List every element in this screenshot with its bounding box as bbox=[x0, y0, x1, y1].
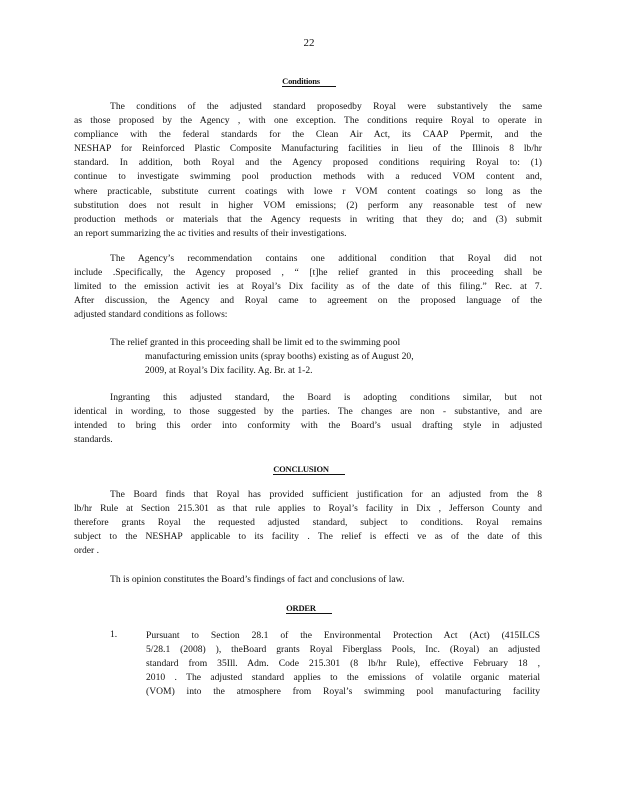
text-line: NESHAP for Reinforced Plastic Composite Manufacturing facilities in lieu of the Illinois 8 lb/hr bbox=[74, 143, 542, 155]
text-line: subject to the NESHAP applicable to its facility . The relief is effecti ve as of the date of this bbox=[74, 531, 542, 543]
block-quote bbox=[110, 336, 530, 378]
conclusion-heading: CONCLUSION bbox=[0, 464, 618, 475]
page-number: 22 bbox=[303, 37, 315, 49]
text-line: include .Specifically, the Agency proposed , “ [t]he relief granted in this proceeding shall be bbox=[74, 267, 542, 279]
text-line: Pursuant to Section 28.1 of the Environmental Protection Act (Act) (415ILCS bbox=[146, 630, 540, 641]
text-line: After discussion, the Agency and Royal came to agreement on the proposed language of the bbox=[74, 295, 542, 307]
text-line: lb/hr Rule at Section 215.301 as that rule applies to Royal’s facility in Dix , Jefferson County and bbox=[74, 503, 542, 515]
text-line: The Board finds that Royal has provided sufficient justification for an adjusted from the 8 bbox=[110, 489, 542, 500]
text-line: compliance with the federal standards for the Clean Air Act, its CAAP Ppermit, and the bbox=[74, 129, 542, 141]
text-line: standard from 35Ill. Adm. Code 215.301 (8 lb/hr Rule), effective February 18 , bbox=[146, 658, 540, 670]
text-line: where practicable, substitute current coatings with lowe r VOM content coatings so long as the bbox=[74, 185, 542, 197]
order-item-text bbox=[146, 629, 540, 699]
text-line: intended to bring this order into conformity with the Board’s usual drafting style in adjusted bbox=[74, 420, 542, 432]
text-line: order . bbox=[74, 545, 100, 557]
conditions-paragraph bbox=[74, 100, 542, 241]
text-line: Ingranting this adjusted standard, the Board is adopting conditions similar, but not bbox=[110, 392, 542, 403]
agency-recommendation-paragraph bbox=[74, 252, 542, 322]
opinion-paragraph bbox=[74, 573, 542, 587]
text-line: Th is opinion constitutes the Board’s findings of fact and conclusions of law. bbox=[110, 574, 405, 585]
text-line: production methods or materials that the Agency requests in writing that they do; and (3) submit bbox=[74, 213, 542, 225]
quote-line: The relief granted in this proceeding shall be limit ed to the swimming pool bbox=[110, 337, 401, 348]
order-heading: ORDER bbox=[0, 603, 618, 614]
text-line: 2010 . The adjusted standard applies to the emissions of volatile organic material bbox=[146, 672, 540, 684]
quote-line: 2009, at Royal’s Dix facility. Ag. Br. at 1-2. bbox=[145, 365, 313, 377]
text-line: (VOM) into the atmosphere from Royal’s swimming pool manufacturing facility bbox=[146, 686, 540, 698]
text-line: as those proposed by the Agency , with one exception. The conditions require Royal to operate in bbox=[74, 115, 542, 127]
granting-paragraph bbox=[74, 391, 542, 447]
conditions-heading: Conditions bbox=[0, 76, 618, 87]
text-line: adjusted standard conditions as follows: bbox=[74, 309, 228, 321]
text-line: 5/28.1 (2008) ), theBoard grants Royal Fiberglass Pools, Inc. (Royal) an adjusted bbox=[146, 644, 540, 656]
quote-line: manufacturing emission units (spray booths) existing as of August 20, bbox=[145, 351, 414, 363]
text-line: an report summarizing the ac tivities and results of their investigations. bbox=[74, 227, 347, 239]
text-line: The Agency’s recommendation contains one additional condition that Royal did not bbox=[110, 253, 542, 264]
text-line: The conditions of the adjusted standard proposedby Royal were substantively the same bbox=[110, 101, 542, 112]
text-line: substitution does not result in higher VOM emissions; (2) perform any reasonable test of new bbox=[74, 199, 542, 211]
text-line: standard. In addition, both Royal and the Agency proposed conditions requiring Royal to: (1) bbox=[74, 157, 542, 169]
text-line: limited to the emission activit ies at Royal’s Dix facility as of the date of this filing.” Rec. at 7. bbox=[74, 281, 542, 293]
order-item-number: 1. bbox=[110, 629, 118, 640]
text-line: standards. bbox=[74, 434, 113, 446]
text-line: therefore grants Royal the requested adjusted standard, subject to conditions. Royal remains bbox=[74, 517, 542, 529]
text-line: continue to investigate swimming pool production methods with a reduced VOM content and, bbox=[74, 171, 542, 183]
conclusion-paragraph bbox=[74, 488, 542, 558]
text-line: identical in wording, to those suggested by the parties. The changes are non - substantive, and are bbox=[74, 406, 542, 418]
